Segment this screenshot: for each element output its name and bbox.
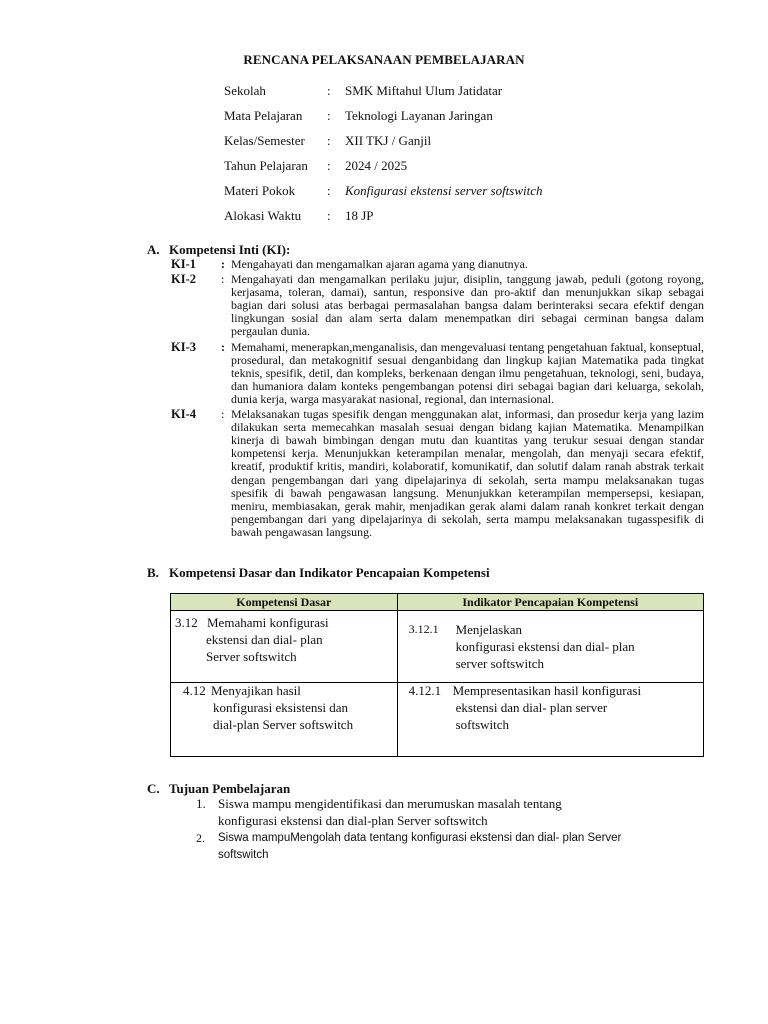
section-b-heading <box>147 565 490 581</box>
document-title: RENCANA PELAKSANAAN PEMBELAJARAN <box>243 52 525 67</box>
ki-item <box>171 258 704 271</box>
ipk-text-line: server softswitch <box>455 656 545 671</box>
ki-item <box>171 341 704 406</box>
identity-colon: : <box>327 182 331 198</box>
identity-block <box>224 78 543 228</box>
objective-line: softswitch <box>218 849 269 861</box>
kd-text-line: Server softswitch <box>206 649 297 664</box>
ipk-text-line: ekstensi dan dial- plan server <box>455 700 608 715</box>
kd-cell <box>171 611 398 683</box>
identity-value: Teknologi Layanan Jaringan <box>345 107 493 123</box>
ipk-text-line: Mempresentasikan hasil konfigurasi <box>452 683 642 698</box>
objective-line: Siswa mampu mengidentifikasi dan merumuskan masalah tentang <box>218 796 562 811</box>
identity-label: Sekolah <box>224 82 266 98</box>
identity-colon: : <box>327 157 331 173</box>
kd-number: 4.12 <box>183 683 206 698</box>
identity-colon: : <box>327 82 331 98</box>
identity-row-class <box>224 128 543 153</box>
ipk-text-line: konfigurasi ekstensi dan dial- plan <box>455 639 635 654</box>
ipk-text-line: Menjelaskan <box>455 622 523 637</box>
identity-row-school <box>224 78 543 103</box>
section-title: Tujuan Pembelajaran <box>169 781 291 796</box>
identity-value: Konfigurasi ekstensi server softswitch <box>345 182 543 198</box>
ipk-cell <box>397 611 703 683</box>
identity-colon: : <box>327 132 331 148</box>
section-title: Kompetensi Inti (KI): <box>169 242 291 257</box>
kd-text-line: ekstensi dan dial- plan <box>206 632 323 647</box>
identity-label: Materi Pokok <box>224 182 296 198</box>
identity-colon: : <box>327 207 331 223</box>
ki-text: Mengahayati dan mengamalkan ajaran agama yang dianutnya. <box>231 257 528 271</box>
table-row <box>171 683 704 757</box>
objectives-list <box>196 795 621 864</box>
kd-text-line: Memahami konfigurasi <box>207 615 329 630</box>
identity-row-time <box>224 203 543 228</box>
ki-item <box>171 408 704 539</box>
objective-line: konfigurasi ekstensi dan dial-plan Server softswitch <box>218 813 488 828</box>
identity-value: SMK Miftahul Ulum Jatidatar <box>345 82 503 98</box>
ki-text: Memahami, menerapkan,menganalisis, dan mengevaluasi tentang pengetahuan faktual, konseptual, prosedural, dan metakognitif sesuai denganbidang dan lingkup kajian Matematika pada tingkat teknis, spesifik, detil, dan kompleks, berkenaan dengan ilmu pengetahuan, teknologi, seni, budaya, dan humaniora dalam konteks pengembangan potensi diri sebagai bagian dari keluarga, sekolah, dunia kerja, warga masyarakat nasional, regional, dan internasional. <box>231 339 704 406</box>
ki-text: Mengahayati dan mengamalkan perilaku jujur, disiplin, tanggung jawab, peduli (gotong royong, kerjasama, toleran, damai), santun, responsive dan pro-aktif dan menunjukkan sikap sebagai bagian dari solusi atas berbagai permasalahan bangsa dalam berinteraksi secara efektif dengan lingkungan sosial dan alam serta dalam menempatkan diri sebagai cerminan bangsa dalam pergaulan dunia. <box>231 272 704 339</box>
ipk-cell <box>397 683 703 757</box>
kd-text-line: Menyajikan hasil <box>211 683 301 698</box>
table-header-row <box>171 594 704 611</box>
ipk-text-line: softswitch <box>455 717 510 732</box>
section-a-heading <box>147 242 290 258</box>
ki-label: KI-1 <box>171 257 196 271</box>
section-title: Kompetensi Dasar dan Indikator Pencapaian Kompetensi <box>169 565 490 580</box>
ki-text: Melaksanakan tugas spesifik dengan menggunakan alat, informasi, dan prosedur kerja yang lazim dilakukan serta memecahkan masalah sesuai dengan bidang kajian Matematika. Menampilkan kinerja di bawah bimbingan dengan mutu dan kuantitas yang terukur sesuai dengan standar kompetensi kerja. Menunjukkan keterampilan menalar, mengolah, dan menyaji secara efektif, kreatif, produktif kritis, mandiri, kolaboratif, komunikatif, dan solutif dalam ranah abstrak terkait dengan pengembangan dari yang dipelajarinya di sekolah, serta mampu melaksanakan tugas spesifik di bawah pengawasan langsung. Menunjukkan keterampilan mempersepsi, kesiapan, meniru, membiasakan, gerak mahir, menjadikan gerak alami dalam ranah konkret terkait dengan pengembangan dari yang dipelajarinya di sekolah, serta mampu melaksanakan tugasspesifik di bawah pengawasan langsung. <box>231 407 704 539</box>
table-header-kd: Kompetensi Dasar <box>171 594 398 611</box>
ki-item <box>171 273 704 338</box>
list-item <box>196 795 621 829</box>
list-item <box>196 830 621 864</box>
objective-number: 1. <box>196 796 206 811</box>
objective-number: 2. <box>196 831 205 845</box>
competency-table <box>170 593 704 757</box>
identity-row-year <box>224 153 543 178</box>
kd-cell <box>171 683 398 757</box>
kd-number: 3.12 <box>175 615 198 630</box>
identity-value: 18 JP <box>345 207 374 223</box>
kd-text-line: konfigurasi eksistensi dan <box>213 700 349 715</box>
identity-label: Alokasi Waktu <box>224 207 302 223</box>
ki-colon: : <box>221 257 225 271</box>
ki-colon: : <box>221 339 225 354</box>
table-header-ipk: Indikator Pencapaian Kompetensi <box>397 594 703 611</box>
identity-value: 2024 / 2025 <box>345 157 408 173</box>
identity-colon: : <box>327 107 331 123</box>
ki-colon: : <box>221 272 225 287</box>
section-letter: B. <box>147 565 159 580</box>
ipk-number: 3.12.1 <box>408 622 439 636</box>
identity-label: Mata Pelajaran <box>224 107 303 123</box>
identity-row-subject <box>224 103 543 128</box>
ki-label: KI-2 <box>171 272 196 287</box>
kd-text-line: dial-plan Server softswitch <box>213 717 354 732</box>
ki-list <box>171 258 704 541</box>
ki-colon: : <box>221 407 225 422</box>
ipk-number: 4.12.1 <box>408 683 442 698</box>
identity-label: Kelas/Semester <box>224 132 305 148</box>
identity-label: Tahun Pelajaran <box>224 157 308 173</box>
ki-label: KI-3 <box>171 339 196 354</box>
ki-label: KI-4 <box>171 407 196 422</box>
section-letter: C. <box>147 781 160 796</box>
objective-line: Siswa mampuMengolah data tentang konfigurasi ekstensi dan dial- plan Server <box>218 832 622 844</box>
table-row <box>171 611 704 683</box>
identity-value: XII TKJ / Ganjil <box>345 132 432 148</box>
identity-row-topic <box>224 178 543 203</box>
section-letter: A. <box>147 242 160 257</box>
